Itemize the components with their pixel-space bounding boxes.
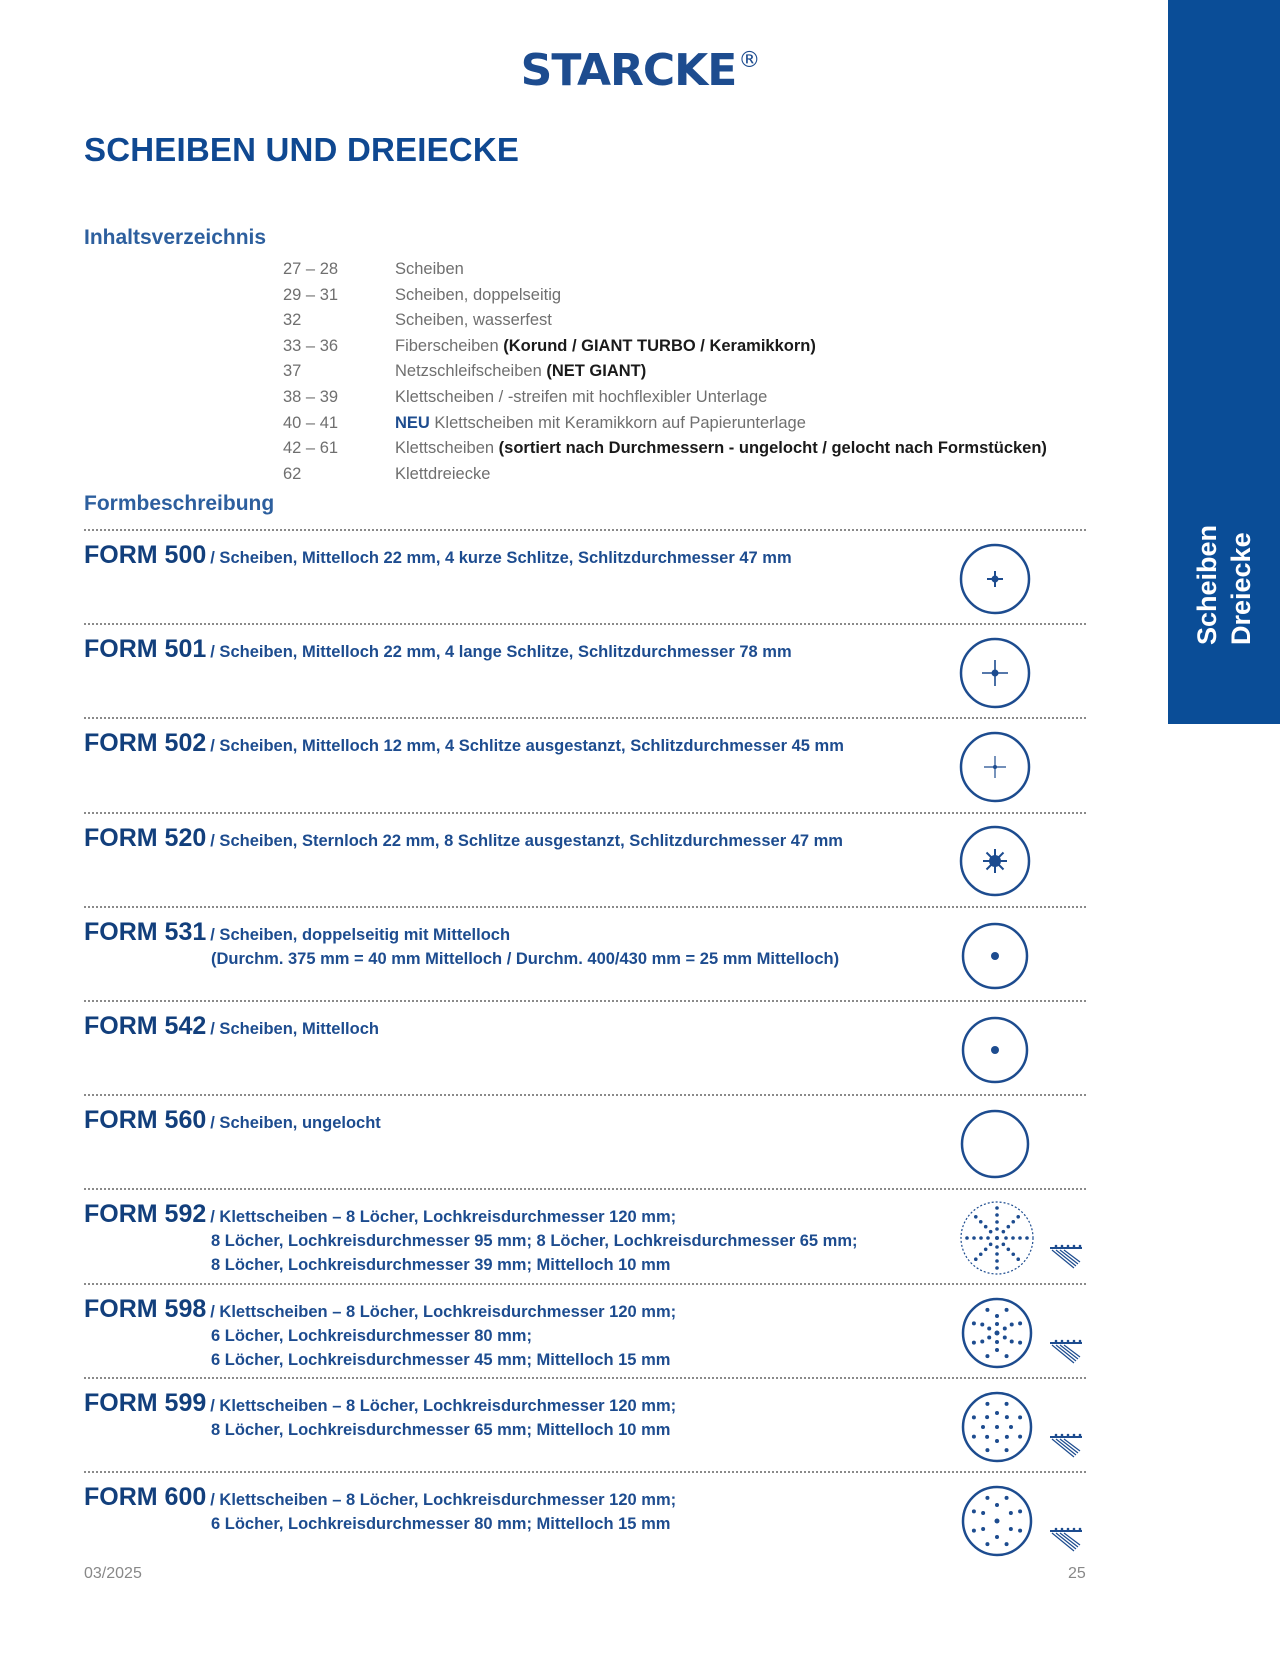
hole-dot <box>985 1496 989 1500</box>
hole-dot <box>1005 1415 1009 1419</box>
forms-heading: Formbeschreibung <box>84 492 275 515</box>
hole-dot <box>1010 1340 1014 1344</box>
hole-dot <box>965 1236 969 1240</box>
hole-dot <box>1005 1308 1009 1312</box>
form-code: FORM 501 <box>84 635 207 663</box>
toc-pages: 32 <box>283 311 302 330</box>
disc-multihole-icon <box>958 1388 1036 1466</box>
toc-pages: 42 – 61 <box>283 439 339 458</box>
form-code: FORM 600 <box>84 1483 207 1511</box>
form-description: / Klettscheiben – 8 Löcher, Lochkreisdurchmesser 120 mm; <box>210 1397 677 1415</box>
form-description: 8 Löcher, Lochkreisdurchmesser 95 mm; 8 Löcher, Lochkreisdurchmesser 65 mm; <box>211 1232 858 1250</box>
hole-dot <box>1016 1215 1020 1219</box>
hole-dot <box>1002 1230 1006 1234</box>
hole-dot <box>995 1220 999 1224</box>
hole-dot <box>974 1215 978 1219</box>
page-title: SCHEIBEN UND DREIECKE <box>84 131 520 168</box>
disc-unperforated-icon <box>958 1107 1032 1181</box>
toc-pages: 62 <box>283 464 302 483</box>
hole-dot <box>985 1354 989 1358</box>
hole-dot <box>1009 1527 1013 1531</box>
toc-text: Klettdreiecke <box>395 464 491 483</box>
hole-dot <box>985 1435 989 1439</box>
form-code: FORM 592 <box>84 1200 207 1228</box>
divider <box>84 812 1086 814</box>
hole-dot <box>987 1336 991 1340</box>
hole-dot <box>1025 1236 1029 1240</box>
center-hole <box>995 1425 999 1429</box>
toc-entry <box>283 308 1103 334</box>
hole-dot <box>1009 1511 1013 1515</box>
toc-pages: 27 – 28 <box>283 260 339 278</box>
hole-dot <box>985 1402 989 1406</box>
hole-dot <box>1016 1257 1020 1261</box>
form-description: / Scheiben, Mittelloch <box>210 1020 379 1038</box>
hole-dot <box>1018 1415 1022 1419</box>
disc-short-slots-icon <box>958 542 1032 616</box>
form-600 <box>84 1485 984 1536</box>
hole-dot <box>972 1509 976 1513</box>
hole-dot <box>972 1341 976 1345</box>
hole-dot <box>1011 1236 1015 1240</box>
hole-dot <box>981 1425 985 1429</box>
hole-dot <box>995 1439 999 1443</box>
disc-center-hole-icon <box>958 1013 1032 1087</box>
form-code: FORM 542 <box>84 1012 207 1040</box>
form-description: / Scheiben, Mittelloch 12 mm, 4 Schlitze ausgestanzt, Schlitzdurchmesser 45 mm <box>210 737 844 755</box>
toc-pages: 40 – 41 <box>283 413 339 432</box>
form-500 <box>84 543 984 570</box>
form-description: 6 Löcher, Lochkreisdurchmesser 80 mm; <box>211 1327 532 1345</box>
hole-dot <box>1018 1435 1022 1439</box>
hole-dot <box>1007 1225 1011 1229</box>
hole-dot <box>1018 1341 1022 1345</box>
divider <box>84 1283 1086 1285</box>
form-531 <box>84 920 984 971</box>
form-520 <box>84 826 984 853</box>
hole-dot <box>989 1230 993 1234</box>
form-code: FORM 560 <box>84 1106 207 1134</box>
hole-dot <box>1005 1435 1009 1439</box>
toc-text: Scheiben, wasserfest <box>395 311 552 330</box>
hole-dot <box>984 1225 988 1229</box>
form-description: / Klettscheiben – 8 Löcher, Lochkreisdurchmesser 120 mm; <box>210 1491 677 1509</box>
divider <box>84 717 1086 719</box>
hole-dot <box>984 1248 988 1252</box>
disc-multihole-icon <box>958 1199 1036 1277</box>
form-description: / Scheiben, doppelseitig mit Mittelloch <box>210 926 511 944</box>
toc-pages: 38 – 39 <box>283 387 339 406</box>
divider <box>84 623 1086 625</box>
form-code: FORM 502 <box>84 729 207 757</box>
velcro-hook-icon <box>1048 1337 1084 1372</box>
hole-dot <box>986 1236 990 1240</box>
hole-dot <box>1018 1321 1022 1325</box>
form-code: FORM 599 <box>84 1389 207 1417</box>
form-description: / Scheiben, Mittelloch 22 mm, 4 kurze Schlitze, Schlitzdurchmesser 47 mm <box>210 549 792 567</box>
brand-logo <box>0 45 1280 96</box>
divider <box>84 906 1086 908</box>
toc-bold-text: (sortiert nach Durchmessern - ungelocht / gelocht nach Formstücken) <box>498 439 1047 458</box>
hole-dot <box>1005 1542 1009 1546</box>
hole-dot <box>979 1252 983 1256</box>
hole-dot <box>1009 1425 1013 1429</box>
hole-dot <box>995 1322 999 1326</box>
center-hole <box>995 1519 1000 1524</box>
new-badge: NEU <box>395 413 435 432</box>
toc-entry <box>283 411 1103 437</box>
center-hole <box>995 1331 1000 1336</box>
brand-name: STARCKE <box>520 45 737 96</box>
toc-pages: 37 <box>283 362 302 381</box>
hole-dot <box>981 1511 985 1515</box>
form-description: / Scheiben, ungelocht <box>210 1114 381 1132</box>
disc-small-hole-slots-icon <box>958 730 1032 804</box>
form-description: 8 Löcher, Lochkreisdurchmesser 39 mm; Mittelloch 10 mm <box>211 1256 671 1274</box>
disc-long-slots-icon <box>958 636 1032 710</box>
form-description: (Durchm. 375 mm = 40 mm Mittelloch / Durchm. 400/430 mm = 25 mm Mittelloch) <box>211 950 840 968</box>
disc-multihole-icon <box>958 1294 1036 1372</box>
hole-dot <box>985 1448 989 1452</box>
hole-dot <box>979 1236 983 1240</box>
hole-dot <box>1005 1496 1009 1500</box>
form-code: FORM 500 <box>84 541 207 569</box>
side-tab-line-2: Dreiecke <box>1226 532 1256 645</box>
hole-dot <box>995 1266 999 1270</box>
disc-multihole-icon <box>958 1482 1036 1560</box>
velcro-hook-icon <box>1048 1431 1084 1466</box>
toc-pages: 33 – 36 <box>283 336 339 355</box>
hole-dot <box>985 1415 989 1419</box>
velcro-hook-icon <box>1048 1242 1084 1277</box>
hole-dot <box>1005 1448 1009 1452</box>
hole-dot <box>989 1243 993 1247</box>
toc-text: Klettscheiben / -streifen mit hochflexibler Unterlage <box>395 387 768 406</box>
form-code: FORM 520 <box>84 824 207 852</box>
hole-dot <box>972 1435 976 1439</box>
hole-dot <box>980 1340 984 1344</box>
hole-dot <box>1018 1529 1022 1533</box>
form-598 <box>84 1297 984 1372</box>
hole-dot <box>972 1529 976 1533</box>
divider <box>84 1377 1086 1379</box>
center-hole <box>995 1236 999 1240</box>
divider <box>84 1094 1086 1096</box>
toc-text: Scheiben, doppelseitig <box>395 285 562 304</box>
form-description: 6 Löcher, Lochkreisdurchmesser 45 mm; Mittelloch 15 mm <box>211 1351 671 1369</box>
hole-dot <box>1007 1248 1011 1252</box>
divider <box>84 1471 1086 1473</box>
form-560 <box>84 1108 984 1135</box>
hole-dot <box>995 1206 999 1210</box>
hole-dot <box>1005 1402 1009 1406</box>
hole-dot <box>987 1327 991 1331</box>
toc-entry <box>283 334 1103 360</box>
hole-dot <box>1002 1243 1006 1247</box>
hole-dot <box>979 1220 983 1224</box>
hole-dot <box>1011 1252 1015 1256</box>
page-number: 25 <box>1068 1565 1086 1582</box>
hole-dot <box>972 1415 976 1419</box>
form-description: 6 Löcher, Lochkreisdurchmesser 80 mm; Mittelloch 15 mm <box>211 1515 671 1533</box>
toc-entry <box>283 462 1103 488</box>
form-599 <box>84 1391 984 1442</box>
footer-date: 03/2025 <box>84 1565 142 1582</box>
hole-dot <box>995 1259 999 1263</box>
hole-dot <box>985 1542 989 1546</box>
hole-dot <box>1018 1236 1022 1240</box>
form-592 <box>84 1202 984 1277</box>
toc-entry <box>283 385 1103 411</box>
hole-dot <box>995 1252 999 1256</box>
hole-dot <box>995 1213 999 1217</box>
hole-dot <box>995 1227 999 1231</box>
velcro-hook-icon <box>1048 1525 1084 1560</box>
divider <box>84 529 1086 531</box>
hole-dot <box>995 1314 999 1318</box>
toc-text: Netzschleifscheiben <box>395 362 547 381</box>
disc-center-hole-icon <box>958 919 1032 993</box>
form-501 <box>84 637 984 664</box>
hole-dot <box>981 1527 985 1531</box>
hole-dot <box>1003 1336 1007 1340</box>
hole-dot <box>972 1321 976 1325</box>
hole-dot <box>995 1340 999 1344</box>
hole-dot <box>1004 1236 1008 1240</box>
hole-dot <box>995 1503 999 1507</box>
registered-mark: ® <box>738 48 760 73</box>
toc-entry <box>283 283 1103 309</box>
hole-dot <box>1011 1220 1015 1224</box>
divider <box>84 1188 1086 1190</box>
divider <box>84 1000 1086 1002</box>
form-description: / Scheiben, Sternloch 22 mm, 8 Schlitze ausgestanzt, Schlitzdurchmesser 47 mm <box>210 832 843 850</box>
hole-dot <box>980 1323 984 1327</box>
toc-text: Klettscheiben mit Keramikkorn auf Papierunterlage <box>434 413 806 432</box>
toc-text: Klettscheiben <box>395 439 499 458</box>
form-code: FORM 598 <box>84 1295 207 1323</box>
disc-star-hole-icon <box>958 824 1032 898</box>
hole-dot <box>1003 1327 1007 1331</box>
hole-dot <box>985 1308 989 1312</box>
form-description: / Klettscheiben – 8 Löcher, Lochkreisdurchmesser 120 mm; <box>210 1303 677 1321</box>
toc-bold-text: (Korund / GIANT TURBO / Keramikkorn) <box>503 336 816 355</box>
form-description: / Klettscheiben – 8 Löcher, Lochkreisdurchmesser 120 mm; <box>210 1208 677 1226</box>
form-description: 8 Löcher, Lochkreisdurchmesser 65 mm; Mittelloch 10 mm <box>211 1421 671 1439</box>
form-description: / Scheiben, Mittelloch 22 mm, 4 lange Schlitze, Schlitzdurchmesser 78 mm <box>210 643 792 661</box>
hole-dot <box>995 1411 999 1415</box>
hole-dot <box>995 1348 999 1352</box>
form-542 <box>84 1014 984 1041</box>
toc-bold-text: (NET GIANT) <box>546 362 647 381</box>
hole-dot <box>1010 1323 1014 1327</box>
hole-dot <box>995 1245 999 1249</box>
hole-dot <box>995 1535 999 1539</box>
side-tab-label <box>1190 515 1258 645</box>
hole-dot <box>1005 1354 1009 1358</box>
hole-dot <box>974 1257 978 1261</box>
side-tab-line-1: Scheiben <box>1192 524 1222 645</box>
toc-entry <box>283 436 1103 462</box>
hole-dot <box>1018 1509 1022 1513</box>
toc-entry <box>283 257 1103 283</box>
toc-list <box>283 257 1103 487</box>
toc-text: Scheiben <box>395 260 464 278</box>
toc-text: Fiberscheiben <box>395 336 504 355</box>
toc-heading: Inhaltsverzeichnis <box>84 226 267 249</box>
toc-pages: 29 – 31 <box>283 285 339 304</box>
toc-entry <box>283 359 1103 385</box>
form-code: FORM 531 <box>84 918 207 946</box>
hole-dot <box>972 1236 976 1240</box>
form-502 <box>84 731 984 758</box>
